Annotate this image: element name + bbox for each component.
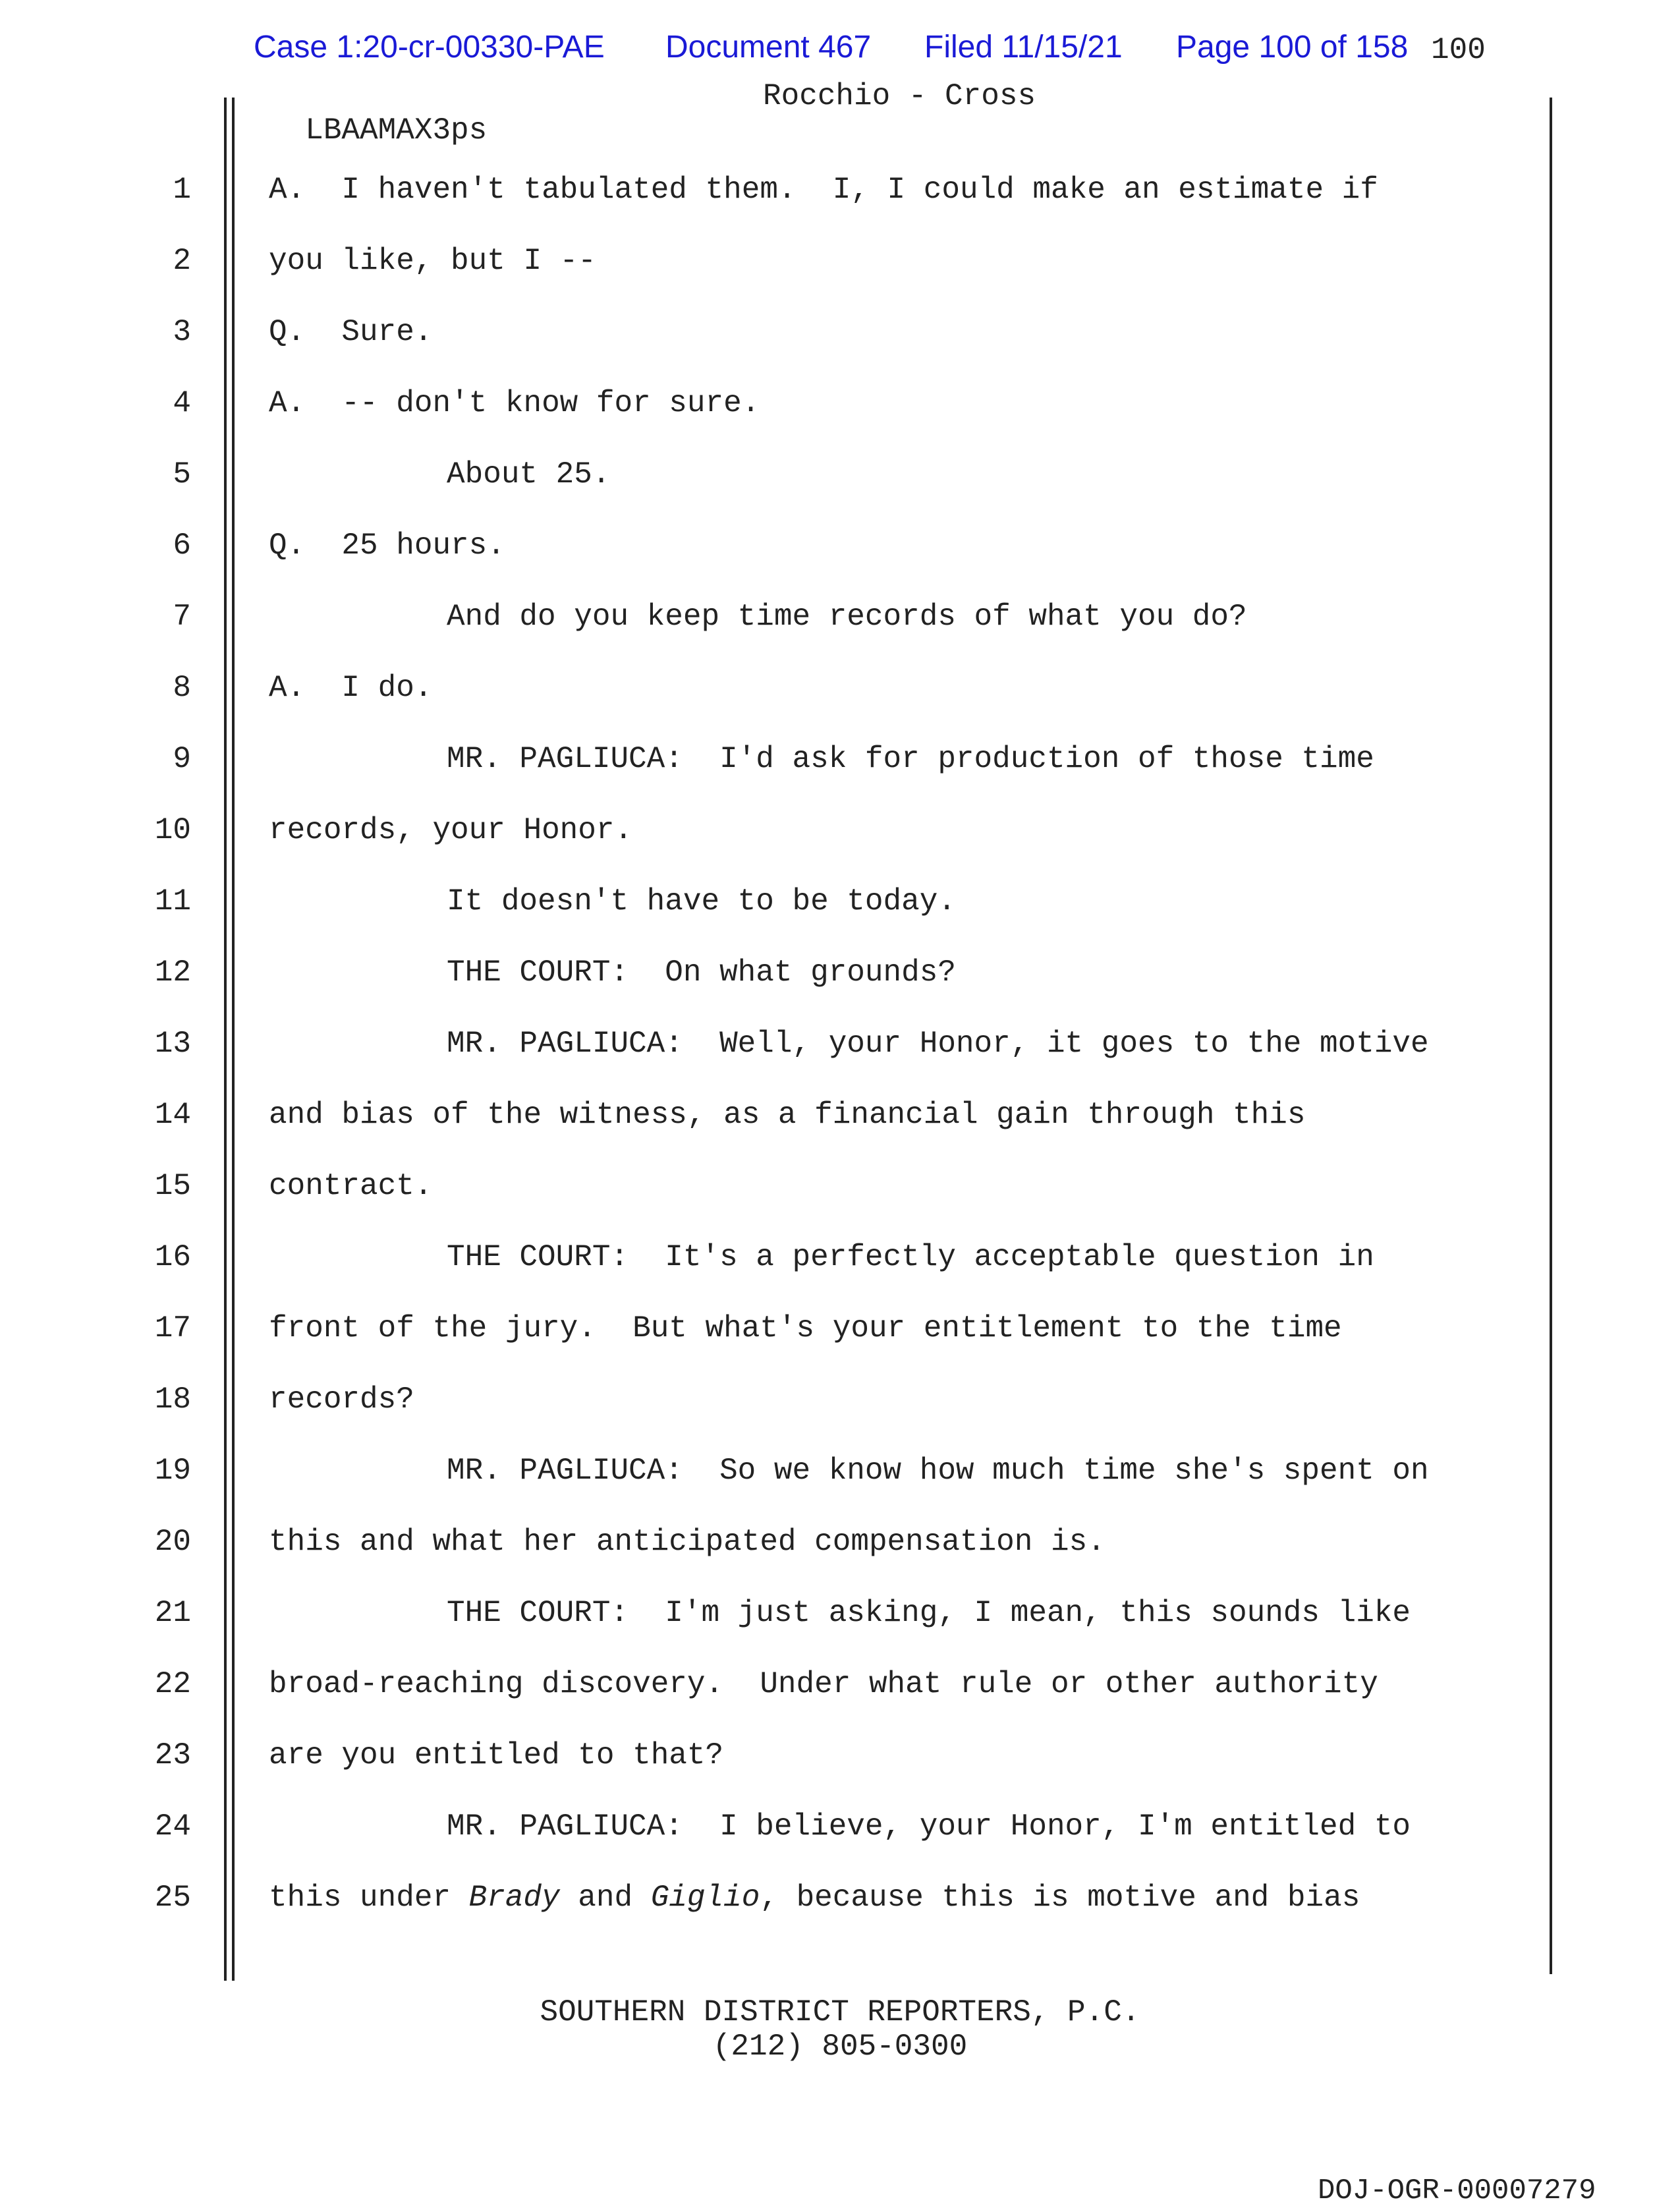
line-number: 13 — [154, 1027, 191, 1061]
line-number: 3 — [173, 315, 191, 349]
case-citation-giglio: Giglio — [650, 1881, 760, 1915]
transcript-line — [0, 742, 1680, 813]
transcript-line — [0, 600, 1680, 671]
line-text-part: and — [559, 1881, 651, 1915]
line-text — [269, 1881, 1360, 1915]
line-text: are you entitled to that? — [269, 1738, 724, 1772]
bates-number: DOJ-OGR-00007279 — [1318, 2174, 1596, 2207]
line-text: MR. PAGLIUCA: I believe, your Honor, I'm entitled to — [447, 1809, 1411, 1844]
line-text: you like, but I -- — [269, 244, 596, 278]
line-text: MR. PAGLIUCA: Well, your Honor, it goes to the motive — [447, 1027, 1429, 1061]
transcript-line — [0, 1454, 1680, 1525]
line-text: A. I do. — [269, 671, 433, 705]
line-text: records? — [269, 1382, 414, 1417]
line-number: 23 — [154, 1738, 191, 1772]
line-text: THE COURT: On what grounds? — [447, 955, 956, 990]
line-text: and bias of the witness, as a financial gain through this — [269, 1098, 1306, 1132]
transcript-line — [0, 1311, 1680, 1382]
line-text-part: this under — [269, 1881, 469, 1915]
line-text: Q. Sure. — [269, 315, 433, 349]
line-number: 18 — [154, 1382, 191, 1417]
line-number: 17 — [154, 1311, 191, 1346]
line-text: A. I haven't tabulated them. I, I could make an estimate if — [269, 173, 1378, 207]
line-number: 24 — [154, 1809, 191, 1844]
line-text: A. -- don't know for sure. — [269, 386, 760, 420]
line-number: 19 — [154, 1454, 191, 1488]
line-text: THE COURT: It's a perfectly acceptable question in — [447, 1240, 1374, 1274]
page-number: 100 — [1431, 33, 1486, 67]
transcript-line — [0, 1240, 1680, 1311]
line-number: 15 — [154, 1169, 191, 1203]
transcript-line — [0, 315, 1680, 386]
line-text: front of the jury. But what's your entitlement to the time — [269, 1311, 1342, 1346]
line-number: 14 — [154, 1098, 191, 1132]
transcript-line — [0, 386, 1680, 457]
transcript-line — [0, 1738, 1680, 1809]
transcript-line — [0, 884, 1680, 955]
transcript-line — [0, 955, 1680, 1027]
transcript-line — [0, 528, 1680, 600]
line-text: It doesn't have to be today. — [447, 884, 956, 919]
line-number: 10 — [154, 813, 191, 847]
transcript-line — [0, 1027, 1680, 1098]
line-text-part: , because this is motive and bias — [760, 1881, 1360, 1915]
reporter-phone: (212) 805-0300 — [712, 2029, 968, 2064]
transcript-line — [0, 1525, 1680, 1596]
examination-caption: Rocchio - Cross — [763, 79, 1036, 113]
line-number: 12 — [154, 955, 191, 990]
transcript-code: LBAAMAX3ps — [305, 113, 488, 148]
line-number: 25 — [154, 1881, 191, 1915]
line-number: 8 — [173, 671, 191, 705]
transcript-line — [0, 1169, 1680, 1240]
line-text: THE COURT: I'm just asking, I mean, this sounds like — [447, 1596, 1411, 1630]
document-number: Document 467 — [665, 30, 872, 65]
line-text: contract. — [269, 1169, 433, 1203]
line-text: broad-reaching discovery. Under what rule or other authority — [269, 1667, 1378, 1701]
case-citation-brady: Brady — [468, 1881, 560, 1915]
line-number: 11 — [154, 884, 191, 919]
line-text: this and what her anticipated compensation is. — [269, 1525, 1106, 1559]
line-number: 16 — [154, 1240, 191, 1274]
line-number: 4 — [173, 386, 191, 420]
line-number: 21 — [154, 1596, 191, 1630]
transcript-line — [0, 1382, 1680, 1454]
line-number: 20 — [154, 1525, 191, 1559]
transcript-line — [0, 173, 1680, 244]
line-text: And do you keep time records of what you do? — [447, 600, 1247, 634]
transcript-line — [0, 1098, 1680, 1169]
transcript-line — [0, 244, 1680, 315]
transcript-line — [0, 1596, 1680, 1667]
line-text: About 25. — [447, 457, 611, 492]
line-number: 9 — [173, 742, 191, 776]
line-number: 22 — [154, 1667, 191, 1701]
line-text: MR. PAGLIUCA: I'd ask for production of those time — [447, 742, 1374, 776]
transcript-line — [0, 1809, 1680, 1881]
page-count: Page 100 of 158 — [1176, 30, 1409, 65]
line-number: 2 — [173, 244, 191, 278]
transcript-line — [0, 1667, 1680, 1738]
filed-date: Filed 11/15/21 — [924, 30, 1123, 65]
line-number: 1 — [173, 173, 191, 207]
running-head — [269, 79, 1036, 182]
case-number: Case 1:20-cr-00330-PAE — [254, 30, 605, 65]
line-text: MR. PAGLIUCA: So we know how much time she's spent on — [447, 1454, 1429, 1488]
line-text: records, your Honor. — [269, 813, 633, 847]
transcript-line — [0, 457, 1680, 528]
line-number: 6 — [173, 528, 191, 563]
transcript-line — [0, 1881, 1680, 1952]
transcript-line — [0, 813, 1680, 884]
line-number: 7 — [173, 600, 191, 634]
line-number: 5 — [173, 457, 191, 492]
line-text: Q. 25 hours. — [269, 528, 505, 563]
transcript-line — [0, 671, 1680, 742]
reporter-name: SOUTHERN DISTRICT REPORTERS, P.C. — [540, 1995, 1140, 2029]
